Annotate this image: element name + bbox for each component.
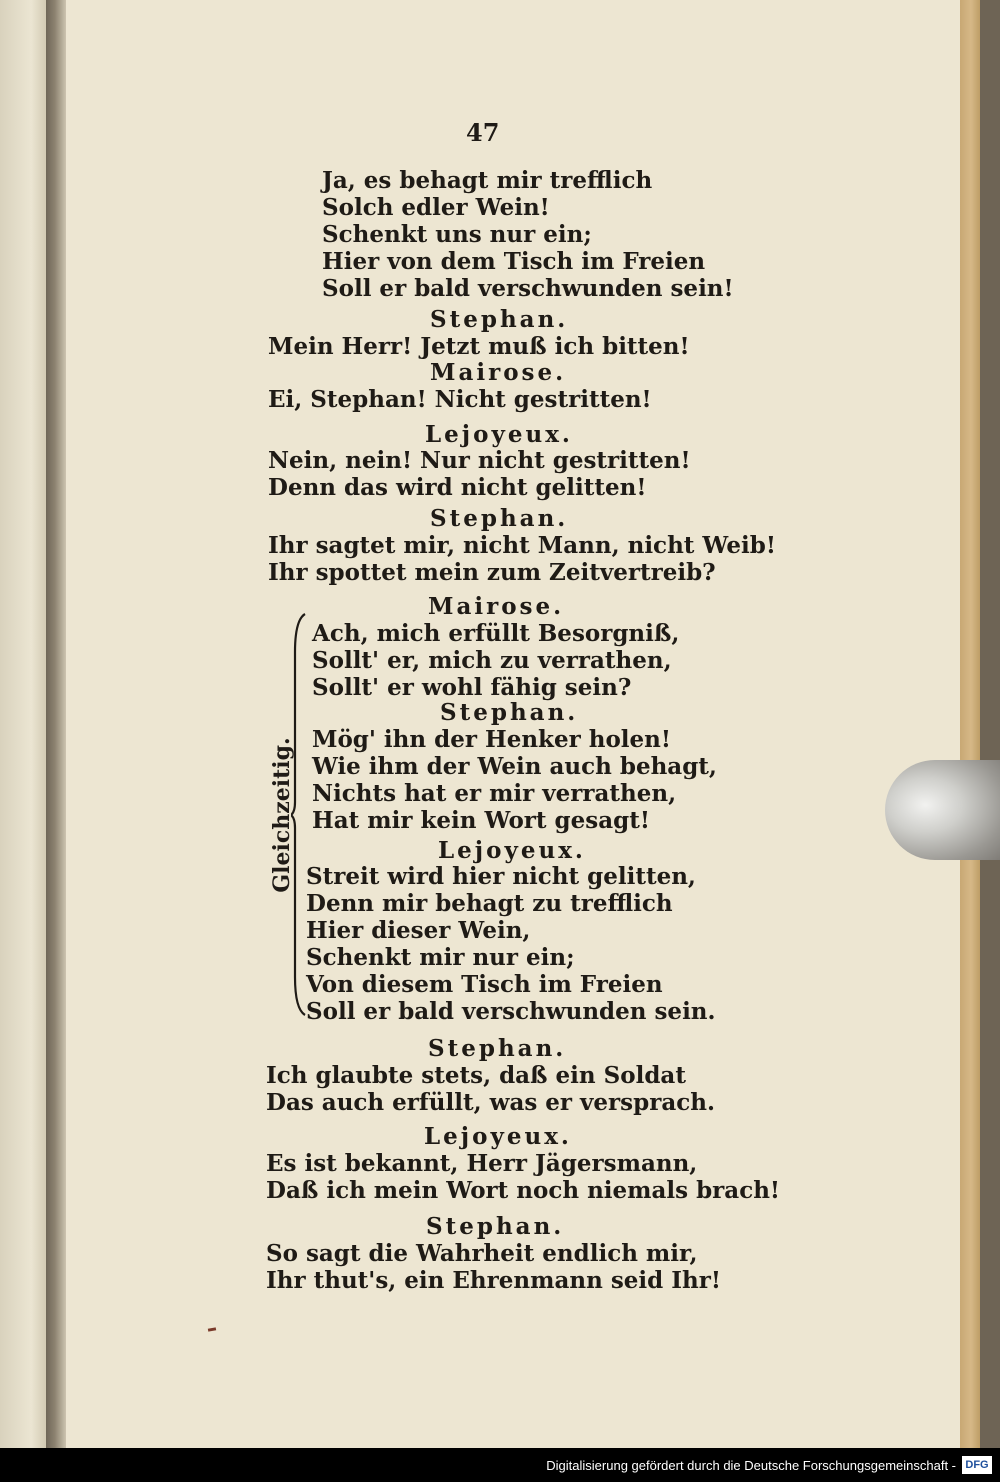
speaker-name: Mairose.: [430, 359, 567, 386]
verse-line: Mein Herr! Jetzt muß ich bitten!: [268, 333, 690, 360]
verse-line: Nein, nein! Nur nicht gestritten!: [268, 447, 691, 474]
verse-line: Ja, es behagt mir trefflich: [322, 167, 653, 194]
verse-line: Ihr sagtet mir, nicht Mann, nicht Weib!: [268, 532, 776, 559]
footer-text: Digitalisierung gefördert durch die Deutsche Forschungsgemeinschaft -: [546, 1458, 956, 1473]
verse-line: Denn mir behagt zu trefflich: [306, 890, 673, 917]
page-clip: [885, 760, 1000, 860]
verse-line: Ich glaubte stets, daß ein Soldat: [266, 1062, 686, 1089]
verse-line: Hat mir kein Wort gesagt!: [312, 807, 650, 834]
verse-line: Wie ihm der Wein auch behagt,: [312, 753, 717, 780]
side-label: Gleichzeitig.: [269, 737, 295, 893]
speaker-name: Stephan.: [430, 505, 569, 532]
verse-line: Schenkt mir nur ein;: [306, 944, 575, 971]
background-right: [980, 0, 1000, 1448]
speaker-name: Lejoyeux.: [438, 837, 586, 864]
speaker-name: Lejoyeux.: [424, 1123, 572, 1150]
verse-line: Soll er bald verschwunden sein.: [306, 998, 716, 1025]
speaker-name: Stephan.: [428, 1035, 567, 1062]
verse-line: Ei, Stephan! Nicht gestritten!: [268, 386, 652, 413]
speaker-name: Stephan.: [430, 306, 569, 333]
verse-line: Ihr spottet mein zum Zeitvertreib?: [268, 559, 716, 586]
page-number: 47: [466, 118, 500, 147]
verse-line: Daß ich mein Wort noch niemals brach!: [266, 1177, 781, 1204]
book-gutter: [46, 0, 68, 1448]
verse-line: Sollt' er, mich zu verrathen,: [312, 647, 672, 674]
verse-line: Hier von dem Tisch im Freien: [322, 248, 706, 275]
dfg-logo-icon: DFG: [962, 1456, 992, 1474]
speaker-name: Lejoyeux.: [425, 421, 573, 448]
verse-line: Nichts hat er mir verrathen,: [312, 780, 677, 807]
footer-bar: [0, 1448, 1000, 1482]
page-edges: [960, 0, 982, 1448]
verse-line: Denn das wird nicht gelitten!: [268, 474, 647, 501]
verse-line: Soll er bald verschwunden sein!: [322, 275, 734, 302]
verse-line: Ihr thut's, ein Ehrenmann seid Ihr!: [266, 1267, 721, 1294]
verse-line: Hier dieser Wein,: [306, 917, 531, 944]
verse-line: Streit wird hier nicht gelitten,: [306, 863, 696, 890]
speaker-name: Stephan.: [440, 699, 579, 726]
verse-line: Sollt' er wohl fähig sein?: [312, 674, 632, 701]
verse-line: Mög' ihn der Henker holen!: [312, 726, 671, 753]
speaker-name: Mairose.: [428, 593, 565, 620]
verse-line: Solch edler Wein!: [322, 194, 550, 221]
verse-line: Schenkt uns nur ein;: [322, 221, 592, 248]
verse-line: So sagt die Wahrheit endlich mir,: [266, 1240, 698, 1267]
verse-line: Ach, mich erfüllt Besorgniß,: [312, 620, 680, 647]
verse-line: Es ist bekannt, Herr Jägersmann,: [266, 1150, 698, 1177]
verse-line: Das auch erfüllt, was er versprach.: [266, 1089, 715, 1116]
verse-line: Von diesem Tisch im Freien: [306, 971, 663, 998]
left-page-edge: [0, 0, 52, 1448]
speaker-name: Stephan.: [426, 1213, 565, 1240]
